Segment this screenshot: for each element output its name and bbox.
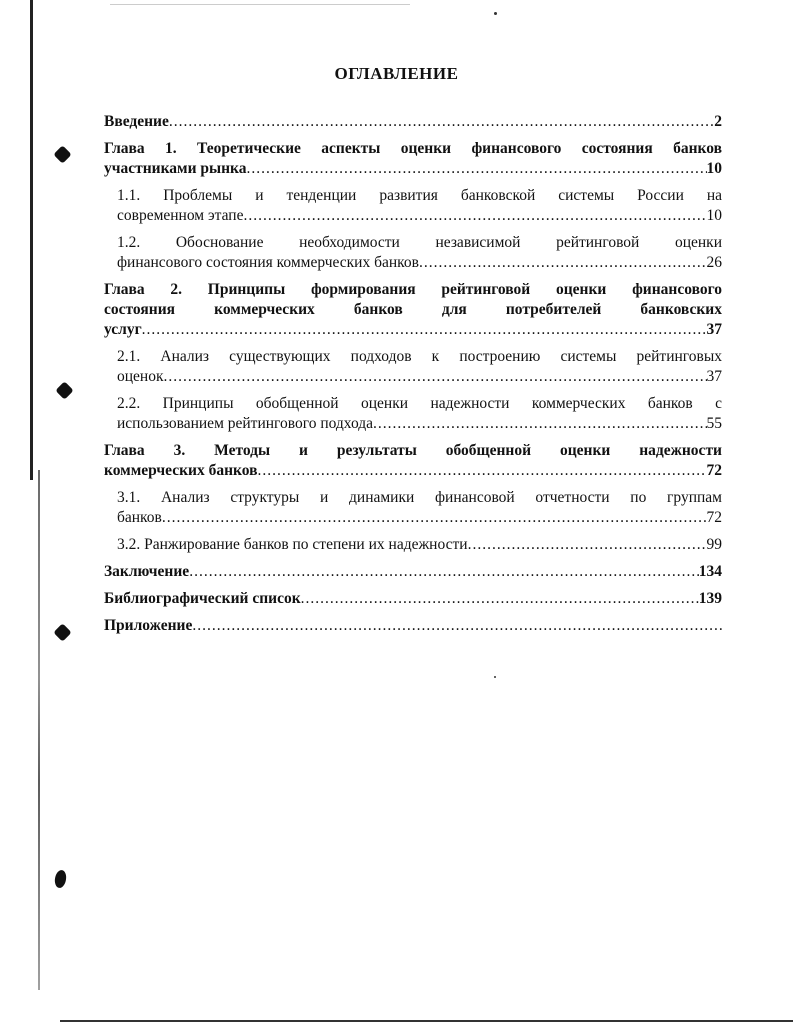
toc-entry-label: банков xyxy=(117,509,162,526)
scan-speck xyxy=(494,676,496,678)
binder-hole-mark xyxy=(53,145,71,163)
dot-leader xyxy=(162,508,707,528)
dot-leader xyxy=(301,589,699,609)
toc-entry-label: Заключение xyxy=(104,563,190,580)
dot-leader xyxy=(192,616,722,636)
dot-leader xyxy=(247,159,707,179)
toc-entry-label: использованием рейтингового подхода xyxy=(117,415,374,432)
toc-entry-label: коммерческих банков xyxy=(104,462,258,479)
dot-leader xyxy=(243,206,706,226)
toc-entry-label: Библиографический список xyxy=(104,590,301,607)
toc-entry-label: финансового состояния коммерческих банков xyxy=(117,254,419,271)
dot-leader xyxy=(169,112,714,132)
scan-edge-bottom xyxy=(60,1020,793,1022)
toc-entry xyxy=(117,488,722,528)
toc-entry xyxy=(104,562,722,582)
binder-hole-mark xyxy=(54,869,68,889)
toc-entry-leader-line xyxy=(104,159,722,179)
toc-entry-leader-line xyxy=(104,112,722,132)
toc-entry-leader-line xyxy=(104,461,722,481)
toc-page-number: 37 xyxy=(706,368,722,385)
toc-entry-text-line: 2.1. Анализ существующих подходов к построению системы рейтинговых xyxy=(117,348,722,365)
toc-entry-label: 3.2. Ранжирование банков по степени их надежности xyxy=(117,536,468,553)
dot-leader xyxy=(164,367,707,387)
toc-entry-text-line: Глава 2. Принципы формирования рейтинговой оценки финансового xyxy=(104,281,722,298)
scan-speck xyxy=(494,12,497,15)
toc-page-number: 10 xyxy=(706,207,722,224)
toc-entry-text-line: 3.1. Анализ структуры и динамики финансовой отчетности по группам xyxy=(117,489,722,506)
table-of-contents xyxy=(104,112,722,643)
toc-entry xyxy=(104,112,722,132)
toc-entry-label: участниками рынка xyxy=(104,160,247,177)
dot-leader xyxy=(142,320,707,340)
toc-entry xyxy=(104,441,722,481)
toc-entry-label: Введение xyxy=(104,113,169,130)
toc-entry-leader-line xyxy=(117,253,722,273)
toc-page-number: 99 xyxy=(706,536,722,553)
toc-entry xyxy=(117,394,722,434)
toc-entry-leader-line xyxy=(104,589,722,609)
toc-entry-text-line: 1.1. Проблемы и тенденции развития банковской системы России на xyxy=(117,187,722,204)
toc-title: ОГЛАВЛЕНИЕ xyxy=(334,64,459,83)
toc-page-number: 2 xyxy=(714,113,722,130)
dot-leader xyxy=(257,461,706,481)
toc-entry-leader-line xyxy=(117,367,722,387)
toc-entry-leader-line xyxy=(117,414,722,434)
toc-entry-leader-line xyxy=(104,320,722,340)
toc-page-number: 139 xyxy=(698,590,722,607)
dot-leader xyxy=(189,562,699,582)
toc-page-number: 72 xyxy=(706,509,722,526)
toc-entry-leader-line xyxy=(104,616,722,636)
binder-hole-mark xyxy=(53,623,71,641)
toc-entry xyxy=(117,347,722,387)
toc-entry xyxy=(117,233,722,273)
toc-entry xyxy=(104,616,722,636)
toc-entry-text-line: 2.2. Принципы обобщенной оценки надежности коммерческих банков с xyxy=(117,395,722,412)
scan-edge-top xyxy=(110,4,410,5)
toc-entry-leader-line xyxy=(117,508,722,528)
binder-hole-mark xyxy=(55,381,73,399)
toc-entry xyxy=(104,139,722,179)
dot-leader xyxy=(468,535,707,555)
toc-entry xyxy=(117,186,722,226)
toc-entry-leader-line xyxy=(117,535,722,555)
dot-leader xyxy=(373,414,706,434)
scan-edge-left-faint xyxy=(38,470,40,990)
toc-entry-label: Приложение xyxy=(104,617,193,634)
toc-entry xyxy=(104,280,722,340)
toc-entry-text-line: Глава 1. Теоретические аспекты оценки финансового состояния банков xyxy=(104,140,722,157)
toc-page-number: 134 xyxy=(698,563,722,580)
toc-entry-text-line: Глава 3. Методы и результаты обобщенной оценки надежности xyxy=(104,442,722,459)
toc-entry-text-line: состояния коммерческих банков для потребителей банковских xyxy=(104,301,722,318)
toc-page-number: 10 xyxy=(706,160,722,177)
toc-entry-label: услуг xyxy=(104,321,142,338)
toc-page-number: 72 xyxy=(706,462,722,479)
toc-entry-text-line: 1.2. Обоснование необходимости независимой рейтинговой оценки xyxy=(117,234,722,251)
toc-entry xyxy=(117,535,722,555)
toc-entry xyxy=(104,589,722,609)
toc-page-number: 37 xyxy=(706,321,722,338)
toc-entry-leader-line xyxy=(104,562,722,582)
toc-page-number: 26 xyxy=(706,254,722,271)
dot-leader xyxy=(419,253,707,273)
toc-entry-label: современном этапе xyxy=(117,207,244,224)
toc-entry-label: оценок xyxy=(117,368,164,385)
toc-entry-leader-line xyxy=(117,206,722,226)
toc-page-number: 55 xyxy=(706,415,722,432)
